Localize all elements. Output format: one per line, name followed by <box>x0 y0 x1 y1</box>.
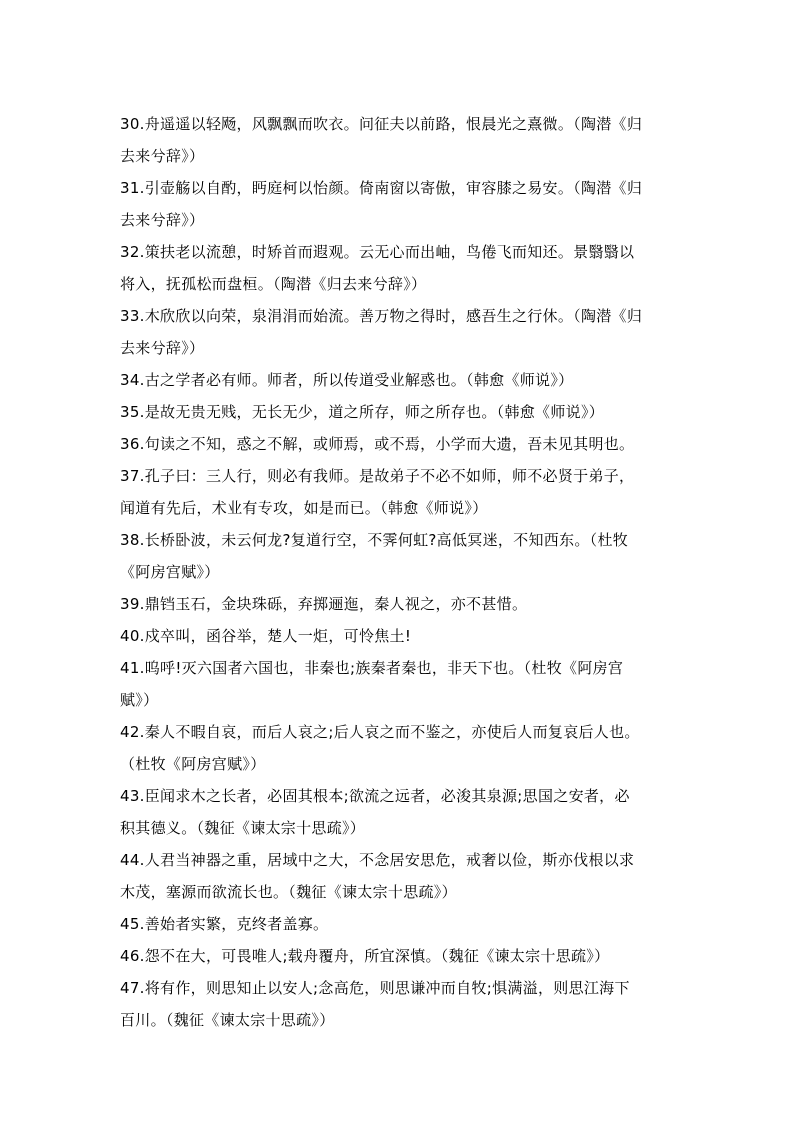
quotation-line: 39.鼎铛玉石，金块珠砾，弃掷逦迤，秦人视之，亦不甚惜。 <box>120 595 528 613</box>
quotation-line: 44.人君当神器之重，居域中之大，不念居安思危，戒奢以俭，斯亦伐根以求 <box>120 851 635 869</box>
quotation-list <box>120 108 680 1036</box>
quotation-line-continued: 积其德义。（魏征《谏太宗十思疏》） <box>120 819 366 837</box>
quotation-line-continued: 《阿房宫赋》） <box>120 563 220 581</box>
quotation-line: 40.戍卒叫，函谷举，楚人一炬，可怜焦土! <box>120 627 412 645</box>
quotation-item <box>120 108 680 172</box>
quotation-line-continued: 去来兮辞》） <box>120 339 205 357</box>
quotation-line: 36.句读之不知，惑之不解，或师焉，或不焉，小学而大遗，吾未见其明也。 <box>120 435 635 453</box>
quotation-item <box>120 844 680 908</box>
quotation-item <box>120 652 680 716</box>
quotation-line-continued: 闻道有先后，术业有专攻，如是而已。（韩愈《师说》） <box>120 499 488 517</box>
quotation-line-continued: （杜牧《阿房宫赋》） <box>120 755 266 773</box>
quotation-item <box>120 620 680 652</box>
quotation-item <box>120 460 680 524</box>
quotation-line-continued: 将入，抚孤松而盘桓。（陶潜《归去来兮辞》） <box>120 275 427 293</box>
quotation-line-continued: 去来兮辞》） <box>120 147 205 165</box>
quotation-line-continued: 木茂，塞源而欲流长也。（魏征《谏太宗十思疏》） <box>120 883 457 901</box>
quotation-line-continued: 赋》） <box>120 691 159 709</box>
quotation-line-continued: 去来兮辞》） <box>120 211 205 229</box>
quotation-item <box>120 908 680 940</box>
quotation-item <box>120 364 680 396</box>
quotation-item <box>120 236 680 300</box>
quotation-line: 45.善始者实繁，克终者盖寡。 <box>120 915 329 933</box>
quotation-line: 38.长桥卧波，未云何龙?复道行空，不霁何虹?高低冥迷，不知西东。（杜牧 <box>120 531 629 549</box>
quotation-line: 35.是故无贵无贱，无长无少，道之所存，师之所存也。（韩愈《师说》） <box>120 403 605 421</box>
quotation-item <box>120 524 680 588</box>
quotation-item <box>120 940 680 972</box>
quotation-item <box>120 716 680 780</box>
quotation-line: 37.孔子曰：三人行，则必有我师。是故弟子不必不如师，师不必贤于弟子， <box>120 467 635 485</box>
quotation-line: 31.引壶觞以自酌，眄庭柯以怡颜。倚南窗以寄傲，审容膝之易安。（陶潜《归 <box>120 179 643 197</box>
quotation-line: 34.古之学者必有师。师者，所以传道受业解惑也。（韩愈《师说》） <box>120 371 574 389</box>
quotation-item <box>120 172 680 236</box>
quotation-line: 47.将有作，则思知止以安人;念高危，则思谦冲而自牧;惧满溢，则思江海下 <box>120 979 630 997</box>
quotation-line: 32.策扶老以流憩，时矫首而遐观。云无心而出岫，鸟倦飞而知还。景翳翳以 <box>120 243 635 261</box>
quotation-item <box>120 588 680 620</box>
quotation-line: 46.怨不在大，可畏唯人;载舟覆舟，所宜深慎。（魏征《谏太宗十思疏》） <box>120 947 610 965</box>
quotation-line: 30.舟遥遥以轻飏，风飘飘而吹衣。问征夫以前路，恨晨光之熹微。（陶潜《归 <box>120 115 643 133</box>
quotation-line-continued: 百川。（魏征《谏太宗十思疏》） <box>120 1011 335 1029</box>
quotation-line: 33.木欣欣以向荣，泉涓涓而始流。善万物之得时，感吾生之行休。（陶潜《归 <box>120 307 643 325</box>
quotation-line: 41.呜呼!灭六国者六国也，非秦也;族秦者秦也，非天下也。（杜牧《阿房宫 <box>120 659 624 677</box>
quotation-line: 42.秦人不暇自哀，而后人哀之;后人哀之而不鉴之，亦使后人而复哀后人也。 <box>120 723 640 741</box>
quotation-item <box>120 300 680 364</box>
quotation-item <box>120 396 680 428</box>
quotation-item <box>120 780 680 844</box>
quotation-line: 43.臣闻求木之长者，必固其根本;欲流之远者，必浚其泉源;思国之安者，必 <box>120 787 630 805</box>
quotation-item <box>120 428 680 460</box>
quotation-item <box>120 972 680 1036</box>
